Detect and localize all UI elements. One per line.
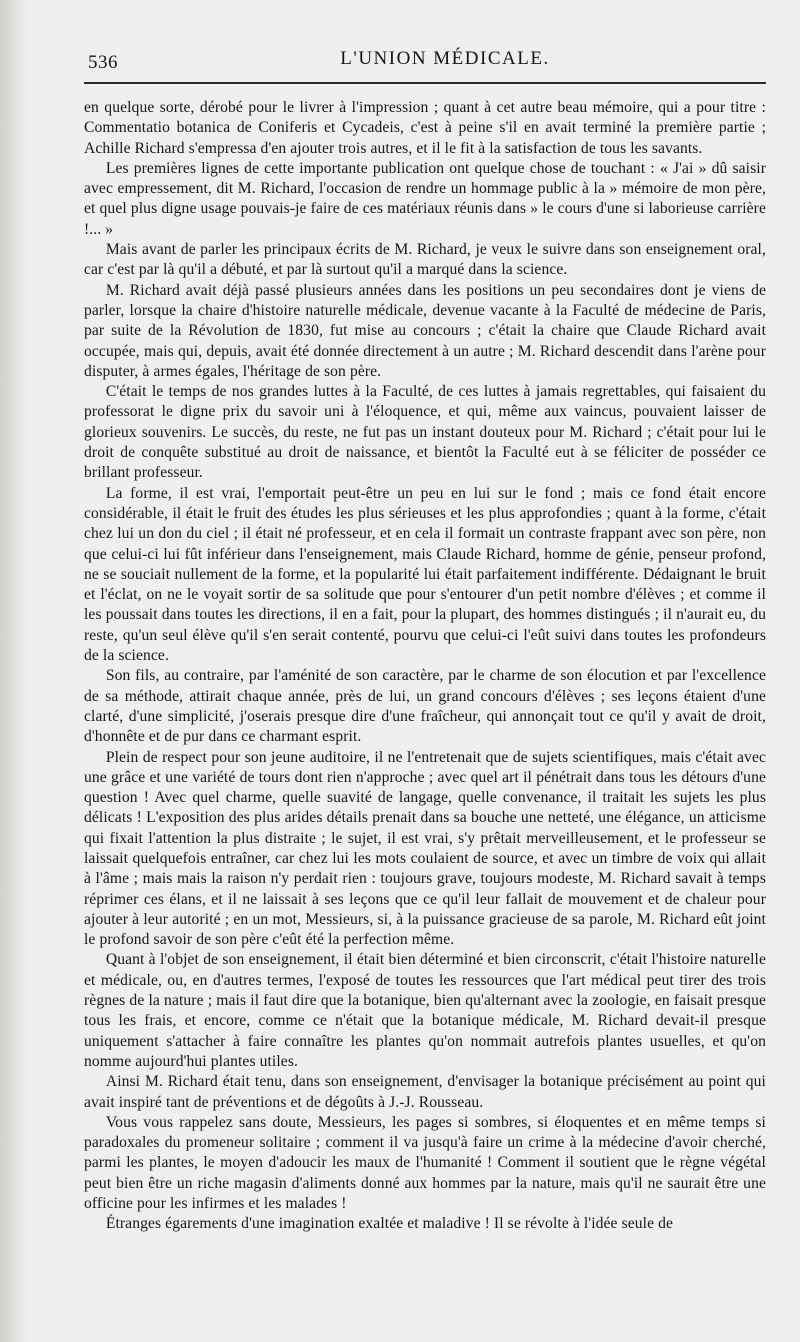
paragraph: Ainsi M. Richard était tenu, dans son enseignement, d'envisager la botanique précisément au point qui avait inspiré tant de préventions et de dégoûts à J.-J. Rousseau. [84, 1073, 766, 1111]
paragraph: Vous vous rappelez sans doute, Messieurs, les pages si sombres, si éloquentes et en même temps si paradoxales du promeneur solitaire ; comment il va jusqu'à faire un crime à la médecine d'avoir cherché, parmi les plantes, le moyen d'adoucir les maux de l'humanité ! Comment il soutient que le règne végétal peut bien être un riche magasin d'aliments donné aux hommes par la nature, mais qu'il ne saurait être une officine pour les infirmes et les malades ! [84, 1113, 766, 1213]
paragraph: Plein de respect pour son jeune auditoire, il ne l'entretenait que de sujets scientifiques, mais c'était avec une grâce et une variété de tours dont rien n'approche ; avec quel art il pénétrait dans tous les détours d'une question ! Avec quel charme, quelle suavité de langage, quelle convenance, il traitait les sujets les plus délicats ! L'exposition des plus arides détails prenait dans sa bouche une netteté, une élégance, un atticisme qui fixait l'attention la plus distraite ; le sujet, il est vrai, s'y prêtait merveilleusement, et le professeur se laissait quelquefois entraîner, car chez lui les mots coulaient de source, et avec un timbre de voix qui allait à l'âme ; mais mais la raison n'y perdait rien : toujours grave, toujours modeste, M. Richard savait à temps réprimer ces élans, et il ne laissait à ses leçons que ce qu'il leur fallait de mouvement et de chaleur pour ajouter à leur autorité ; en un mot, Messieurs, si, à la puissance gracieuse de sa parole, M. Richard eût joint le profond savoir de son père c'eût été la perfection même. [84, 748, 766, 949]
paragraph: Son fils, au contraire, par l'aménité de son caractère, par le charme de son élocution et par l'excellence de sa méthode, attirait chaque année, près de lui, un grand concours d'élèves ; ses leçons étaient d'une clarté, d'une simplicité, j'oserais presque dire d'une fraîcheur, qui annonçait tout ce qu'il y avait de droit, d'honnête et de pur dans ce charmant esprit. [84, 667, 766, 746]
header-rule [84, 82, 766, 84]
running-title: L'UNION MÉDICALE. [340, 48, 550, 69]
body-text [84, 98, 766, 1235]
page-header [84, 44, 766, 80]
paragraph: M. Richard avait déjà passé plusieurs années dans les positions un peu secondaires dont je viens de parler, lorsque la chaire d'histoire naturelle médicale, devenue vacante à la Faculté de médecine de Paris, par suite de la Révolution de 1830, fut mise au concours ; c'était la chaire que Claude Richard avait occupée, mais qui, depuis, avait été donnée directement à un autre ; M. Richard descendit dans l'arène pour disputer, à armes égales, l'héritage de son père. [84, 281, 766, 380]
page-number: 536 [88, 52, 118, 73]
paragraph: Quant à l'objet de son enseignement, il était bien déterminé et bien circonscrit, c'était l'histoire naturelle et médicale, ou, en d'autres termes, l'exposé de toutes les ressources que l'art médical peut tirer des trois règnes de la nature ; mais il faut dire que la botanique, bien qu'alternant avec la zoologie, en faisait presque tous les frais, et encore, comme ce n'était que la botanique médicale, M. Richard devait-il presque uniquement s'attacher à faire connaître les plantes qu'on nommait autrefois plantes usuelles, et qu'on nomme aujourd'hui plantes utiles. [84, 951, 766, 1070]
paragraph-last: Étranges égarements d'une imagination exaltée et maladive ! Il se révolte à l'idée seule de [105, 1215, 674, 1233]
paragraph-continuation: en quelque sorte, dérobé pour le livrer à l'impression ; quant à cet autre beau mémoire, qui a pour titre : Commentatio botanica de Coniferis et Cycadeis, c'est à peine s'il en avait terminé la première partie ; Achille Richard s'empressa d'en ajouter trois autres, et il le fit à la satisfaction de tous les savants. [84, 99, 766, 157]
paragraph: La forme, il est vrai, l'emportait peut-être un peu en lui sur le fond ; mais ce fond était encore considérable, il était le fruit des études les plus sérieuses et les plus approfondies ; quant à la forme, c'était chez lui un don du ciel ; il était né professeur, et en cela il formait un contraste frappant avec son père, non que celui-ci lui fût inférieur dans l'enseignement, mais Claude Richard, homme de génie, penseur profond, ne se souciait nullement de la forme, et la popularité lui était parfaitement indifférente. Dédaignant le bruit et l'éclat, on ne le voyait sortir de sa solitude que pour s'entourer d'un petit nombre d'élèves ; et comme il les poussait dans toutes les directions, il en a fait, pour la plupart, des hommes distingués ; il n'aurait eu, du reste, qu'un seul élève qu'il s'en serait contenté, pourvu que celui-ci l'eût suivi dans toutes les profondeurs de la science. [84, 484, 766, 665]
paragraph: C'était le temps de nos grandes luttes à la Faculté, de ces luttes à jamais regrettables, qui faisaient du professorat le digne prix du savoir uni à l'éloquence, et qui, même aux vaincus, pouvaient laisser de glorieux souvenirs. Le succès, du reste, ne fut pas un instant douteux pour M. Richard ; c'était pour lui le droit de conquête substitué au droit de naissance, et bientôt la Faculté eut à se féliciter de posséder ce brillant professeur. [84, 383, 766, 482]
paragraph: Mais avant de parler les principaux écrits de M. Richard, je veux le suivre dans son enseignement oral, car c'est par là qu'il a débuté, et par là surtout qu'il a marqué dans la science. [84, 241, 766, 279]
paragraph-quote: Les premières lignes de cette importante publication ont quelque chose de touchant : « J'ai » dû saisir avec empressement, dit M. Richard, l'occasion de rendre un hommage public à la » mémoire de mon père, et quel plus digne usage pouvais-je faire de ces matériaux réunis dans » le cours d'une si laborieuse carrière !... » [84, 159, 766, 238]
